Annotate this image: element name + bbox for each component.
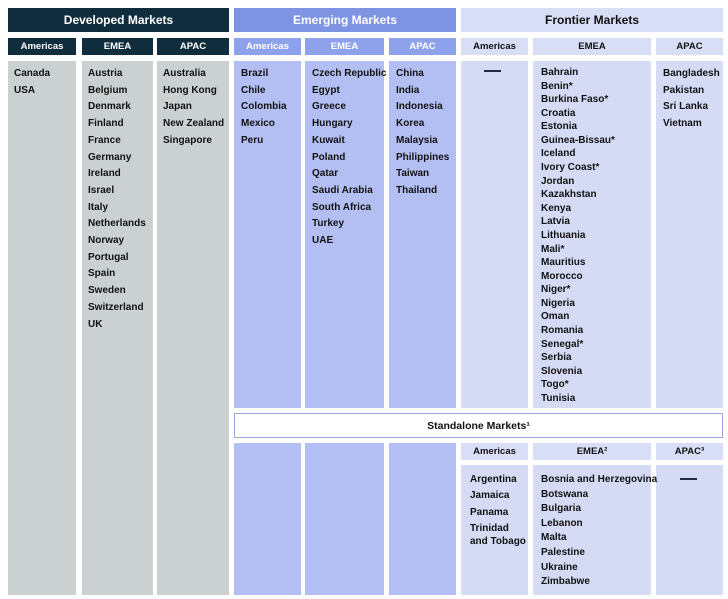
country-item: Denmark <box>88 101 131 113</box>
emerging-markets-header: Emerging Markets <box>234 8 456 32</box>
country-item: Saudi Arabia <box>312 184 373 196</box>
country-item: Spain <box>88 268 116 280</box>
country-item: Palestine <box>541 546 585 558</box>
standalone-markets-header: Standalone Markets¹ <box>234 413 723 438</box>
country-item: Japan <box>163 101 192 113</box>
standalone-americas-subheader: Americas <box>461 443 528 460</box>
country-item: Chile <box>241 84 266 96</box>
country-item: Portugal <box>88 251 129 263</box>
country-item: Mauritius <box>541 257 586 269</box>
country-item: Iceland <box>541 148 576 160</box>
country-item: Kuwait <box>312 134 345 146</box>
country-item: Italy <box>88 201 109 213</box>
country-item: Taiwan <box>396 168 430 180</box>
country-item: Malta <box>541 532 567 544</box>
country-item: UAE <box>312 235 334 247</box>
frontier-apac-list <box>663 66 720 133</box>
country-item: Norway <box>88 235 125 247</box>
country-item: Greece <box>312 101 346 113</box>
country-item: Poland <box>312 151 346 163</box>
country-item: Lebanon <box>541 517 583 529</box>
developed-apac-subheader: APAC <box>157 38 229 55</box>
standalone-emea-subheader: EMEA² <box>533 443 651 460</box>
country-item: Lithuania <box>541 229 586 241</box>
country-item: Tunisia <box>541 392 576 404</box>
standalone-apac-filler <box>389 443 456 595</box>
country-item: Hungary <box>312 118 353 130</box>
frontier-emea-subheader: EMEA <box>533 38 651 55</box>
country-item: Romania <box>541 324 584 336</box>
country-item: Botswana <box>541 488 589 500</box>
emerging-americas-subheader: Americas <box>234 38 301 55</box>
country-item: France <box>88 134 121 146</box>
developed-emea-subheader: EMEA <box>82 38 153 55</box>
emerging-apac-list <box>396 66 449 200</box>
country-item: Bangladesh <box>663 68 720 79</box>
country-item: India <box>396 84 420 96</box>
country-item: New Zealand <box>163 118 225 130</box>
country-item: Jamaica <box>470 490 510 502</box>
country-item: Philippines <box>396 151 450 163</box>
country-item: Trinidad and Tobago <box>470 523 526 548</box>
emerging-apac-subheader: APAC <box>389 38 456 55</box>
frontier-americas-column <box>461 61 528 408</box>
frontier-emea-list <box>541 66 615 405</box>
developed-americas-subheader: Americas <box>8 38 76 55</box>
developed-markets-header: Developed Markets <box>8 8 229 32</box>
country-item: Canada <box>14 68 51 79</box>
country-item: Estonia <box>541 121 578 133</box>
country-item: Oman <box>541 311 570 323</box>
country-item: Vietnam <box>663 118 702 130</box>
standalone-americas-list <box>470 473 528 552</box>
standalone-emea-filler <box>305 443 384 595</box>
country-item: Germany <box>88 151 132 163</box>
standalone-emea-list <box>541 473 657 590</box>
country-item: Pakistan <box>663 84 705 96</box>
country-item: Belgium <box>88 84 128 96</box>
developed-emea-list <box>88 66 146 333</box>
country-item: Niger* <box>541 284 571 296</box>
country-item: Serbia <box>541 352 572 364</box>
country-item: Senegal* <box>541 338 584 350</box>
country-item: Malaysia <box>396 134 438 146</box>
country-item: Mali* <box>541 243 565 255</box>
frontier-markets-header: Frontier Markets <box>461 8 723 32</box>
country-item: Sweden <box>88 285 126 297</box>
country-item: Kazakhstan <box>541 189 597 201</box>
country-item: Ivory Coast* <box>541 162 600 174</box>
country-item: Indonesia <box>396 101 443 113</box>
developed-apac-list <box>163 66 224 150</box>
country-item: Qatar <box>312 168 339 180</box>
country-item: China <box>396 68 424 79</box>
standalone-americas-filler <box>234 443 301 595</box>
country-item: Thailand <box>396 184 438 196</box>
country-item: Hong Kong <box>163 84 217 96</box>
country-item: Netherlands <box>88 218 146 230</box>
standalone-apac-empty-dash <box>680 478 697 480</box>
country-item: Argentina <box>470 474 517 485</box>
emerging-emea-list <box>312 66 386 250</box>
country-item: Latvia <box>541 216 570 228</box>
country-item: Korea <box>396 118 425 130</box>
country-item: Jordan <box>541 175 575 187</box>
country-item: Morocco <box>541 270 583 282</box>
country-item: Sri Lanka <box>663 101 709 113</box>
country-item: Mexico <box>241 118 275 130</box>
country-item: Egypt <box>312 84 340 96</box>
frontier-americas-empty-dash <box>484 70 501 72</box>
country-item: Switzerland <box>88 301 144 313</box>
country-item: Slovenia <box>541 365 583 377</box>
developed-americas-column <box>8 61 76 595</box>
country-item: USA <box>14 84 36 96</box>
country-item: Benin* <box>541 80 573 92</box>
country-item: Czech Republic <box>312 68 387 79</box>
country-item: Guinea-Bissau* <box>541 134 615 146</box>
country-item: South Africa <box>312 201 372 213</box>
country-item: Nigeria <box>541 297 575 309</box>
country-item: Peru <box>241 134 264 146</box>
country-item: UK <box>88 318 103 330</box>
country-item: Australia <box>163 68 206 79</box>
country-item: Austria <box>88 68 123 79</box>
country-item: Bulgaria <box>541 503 582 515</box>
country-item: Kenya <box>541 202 572 214</box>
frontier-americas-subheader: Americas <box>461 38 528 55</box>
frontier-apac-subheader: APAC <box>656 38 723 55</box>
country-item: Bahrain <box>541 67 579 78</box>
country-item: Bosnia and Herzegovina <box>541 474 658 485</box>
country-item: Panama <box>470 506 509 518</box>
country-item: Finland <box>88 118 124 130</box>
country-item: Croatia <box>541 107 576 119</box>
developed-americas-list <box>14 66 50 99</box>
country-item: Ukraine <box>541 561 578 573</box>
country-item: Singapore <box>163 134 212 146</box>
standalone-apac-subheader: APAC³ <box>656 443 723 460</box>
country-item: Colombia <box>241 101 287 113</box>
country-item: Turkey <box>312 218 345 230</box>
country-item: Zimbabwe <box>541 576 590 588</box>
emerging-americas-list <box>241 66 287 150</box>
country-item: Brazil <box>241 68 269 79</box>
country-item: Israel <box>88 184 115 196</box>
country-item: Burkina Faso* <box>541 94 609 106</box>
emerging-emea-subheader: EMEA <box>305 38 384 55</box>
country-item: Ireland <box>88 168 121 180</box>
country-item: Togo* <box>541 379 569 391</box>
standalone-apac-column <box>656 465 723 595</box>
